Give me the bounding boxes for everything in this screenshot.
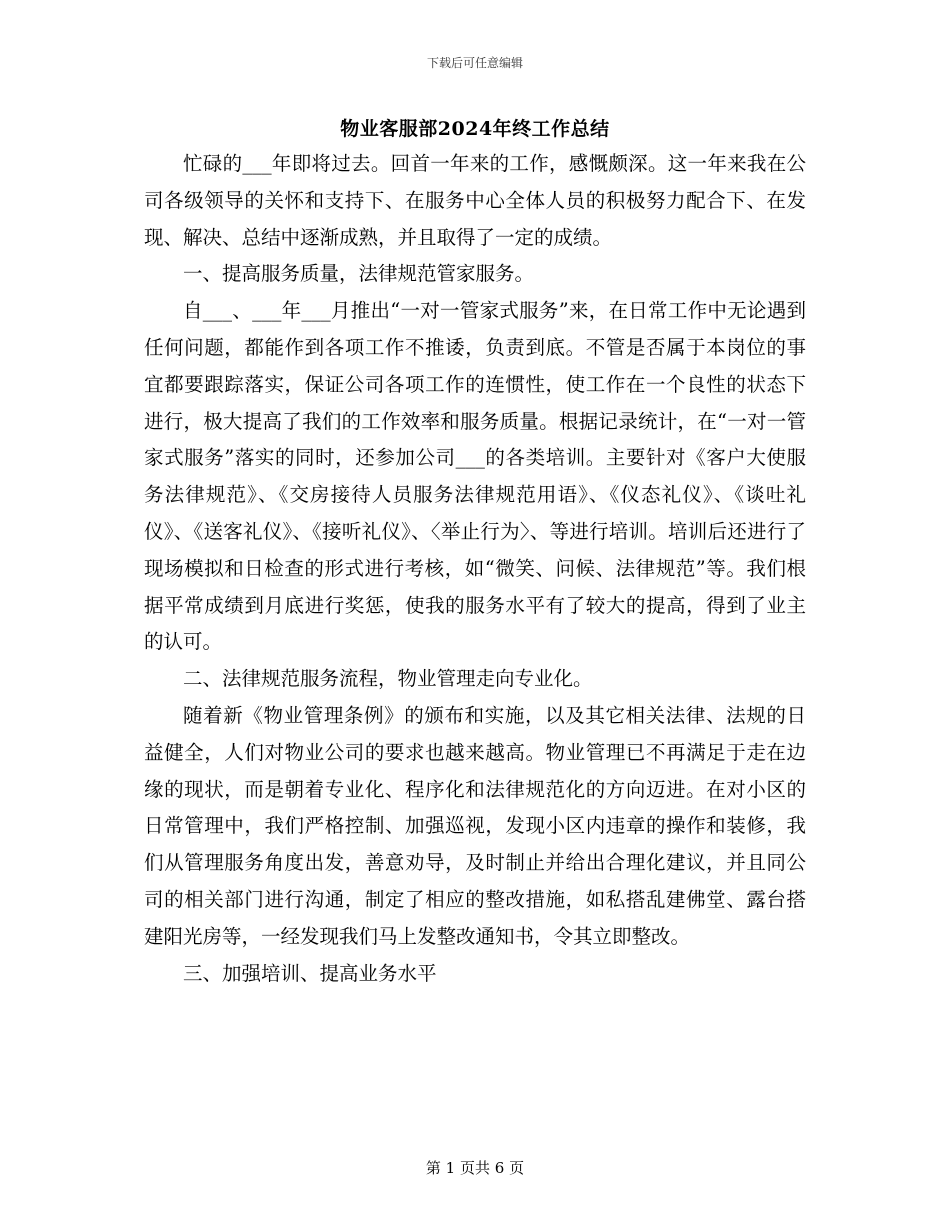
paragraph-section-1: 自___、___年___月推出“一对一管家式服务”来，在日常工作中无论遇到任何问题，都能作到各项工作不推诿，负责到底。不管是否属于本岗位的事宜都要跟踪落实，保证公司各项工作的连惯性，使工作在一个良性的状态下进行，极大提高了我们的工作效率和服务质量。根据记录统计，在“一对一管家式服务”落实的同时，还参加公司___的各类培训。主要针对《客户大使服务法律规范》、《交房接待人员服务法律规范用语》、《仪态礼仪》、《谈吐礼仪》、《送客礼仪》、《接听礼仪》、〈举止行为〉、等进行培训。培训后还进行了现场模拟和日检查的形式进行考核，如“微笑、问候、法律规范”等。我们根据平常成绩到月底进行奖惩，使我的服务水平有了较大的提高，得到了业主的认可。 [144,299,806,654]
page-header-note: 下载后可任意编辑 [426,56,523,70]
document-title: 物业客服部2024年终工作总结 [340,118,610,140]
document-body [144,146,806,992]
section-heading-1: 一、提高服务质量，法律规范管家服务。 [183,262,535,286]
section-heading-2: 二、法律规范服务流程，物业管理走向专业化。 [183,667,593,691]
page-number-footer: 第 1 页共 6 页 [425,1159,525,1177]
section-heading-3: 三、加强培训、提高业务水平 [183,961,437,985]
paragraph-intro: 忙碌的___年即将过去。回首一年来的工作，感慨颇深。这一年来我在公司各级领导的关怀和支持下、在服务中心全体人员的积极努力配合下、在发现、解决、总结中逐渐成熟，并且取得了一定的成绩。 [144,152,806,249]
paragraph-section-2: 随着新《物业管理条例》的颁布和实施，以及其它相关法律、法规的日益健全，人们对物业公司的要求也越来越高。物业管理已不再满足于走在边缘的现状，而是朝着专业化、程序化和法律规范化的方向迈进。在对小区的日常管理中，我们严格控制、加强巡视，发现小区内违章的操作和装修，我们从管理服务角度出发，善意劝导，及时制止并给出合理化建议，并且同公司的相关部门进行沟通，制定了相应的整改措施，如私搭乱建佛堂、露台搭建阳光房等，一经发现我们马上发整改通知书，令其立即整改。 [144,703,806,948]
